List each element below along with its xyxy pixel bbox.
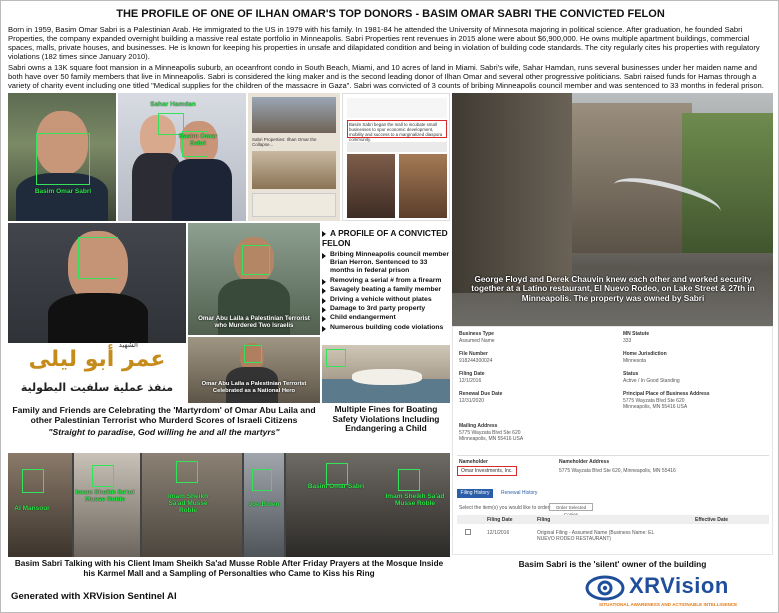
felon-item: Numerous building code violations: [322, 324, 449, 332]
building-caption: Sabri Properties: Ilhan Omar the Collapse...: [252, 137, 317, 147]
convicted-felon-list: [322, 228, 449, 343]
tab-renewal-history[interactable]: Renewal History: [501, 490, 538, 496]
felon-item: Driving a vehicle without plates: [322, 296, 449, 304]
face-tag-basim-3: Basim Omar Sabri: [307, 483, 365, 490]
terrorist-photo: [188, 223, 320, 335]
face-tag-imam: Imam Sheikh Sa'ad Musse Roble: [75, 489, 135, 503]
face-tag-joe: Joe Biden: [248, 501, 280, 508]
select-instructions: Select the item(s) you would like to order:: [459, 505, 551, 511]
home-jurisdiction-label: Home Jurisdiction: [623, 351, 667, 357]
couple-photo: [118, 93, 246, 221]
row-filing-date: 12/1/2016: [487, 530, 510, 536]
felon-item: Bribing Minneapolis council member Brian Herron. Sentenced to 33 months in federal prison: [322, 251, 449, 276]
face-tag-imam-3: Imam Sheikh Sa'ad Musse Roble: [385, 493, 445, 507]
tab-filing-history[interactable]: Filing History: [457, 489, 493, 498]
status-value: Active / In Good Standing: [623, 378, 680, 384]
file-number-value: 918244300024: [459, 358, 493, 364]
row-checkbox[interactable]: [465, 529, 471, 535]
page-title: THE PROFILE OF ONE OF ILHAN OMAR'S TOP DONORS - BASIM OMAR SABRI THE CONVICTED FELON: [116, 8, 665, 20]
face-tag-basim: Basim Omar Sabri: [34, 188, 92, 195]
business-type-label: Business Type: [459, 331, 494, 337]
nameholder-address-value: 5775 Wayzata Blvd Ste 620, Minneapolis, MN 55416: [559, 468, 676, 474]
filing-date-value: 12/1/2016: [459, 378, 482, 384]
terrorist-caption: Omar Abu Laila a Palestinian Terrorist who Murdered Two Israelis: [198, 315, 310, 329]
renewal-value: 12/31/2020: [459, 398, 485, 404]
mn-statute-label: MN Statute: [623, 331, 650, 337]
hero-photo: [188, 337, 320, 403]
logo-name: XRVision: [629, 573, 729, 598]
felon-list-heading: A PROFILE OF A CONVICTED FELON: [322, 228, 448, 248]
hero-caption: Omar Abu Laila a Palestinian Terrorist Celebrated as a National Hero: [201, 381, 307, 394]
intro-paragraph-1: Born in 1959, Basim Omar Sabri is a Palestinian Arab. He immigrated to the US in 1979 with his family. In 1981-84 he attended the University of Minnesota majoring in political science. After graduation, he founded Sabri Properties, the company expanded overnight building a massive real estate portfolio in Minneapolis. Sabri Properties rent revenues in 2015 alone were about $6,900,000. He owns multiple apartment buildings, commercial spaces, malls, private houses, and businesses. He is known for keeping his properties in unsafe and dilapidated condition and being in violation of building code standards. The city regularly cites his properties with regulatory violations (182 times since January 2010).: [8, 25, 760, 62]
martyr-poster: [8, 223, 186, 403]
logo-tagline: SITUATIONAL AWARENESS AND ACTIONABLE INTELLIGENCE: [599, 602, 738, 607]
file-number-label: File Number: [459, 351, 488, 357]
tweet-highlight: Basim Sabri began the mall to incubate small businesses to spur economic development, mobility and success to a marginalized diaspora community.: [347, 120, 447, 138]
martyr-caption: Family and Friends are Celebrating the 'Martyrdom' of Omar Abu Laila and other Palestinian Terrorist who Murderd Scores of Israeli Citizens: [12, 405, 316, 425]
eye-icon: [585, 573, 625, 603]
col-effective-date: Effective Date: [695, 517, 729, 523]
mn-statute-value: 333: [623, 338, 632, 344]
business-type-value: Assumed Name: [459, 338, 495, 344]
felon-item: Savagely beating a family member: [322, 286, 449, 294]
felon-item: Child endangerment: [322, 314, 449, 322]
col-filing: Filing: [537, 517, 551, 523]
nameholder-value: Omar Investments, Inc.: [457, 466, 517, 476]
fire-caption: George Floyd and Derek Chauvin knew each other and worked security together at a Latino restaurant, El Nuevo Rodeo, on Lake Street & 27th in Minneapolis. The property was owned by Sabri: [471, 275, 755, 303]
status-label: Status: [623, 371, 639, 377]
filing-date-label: Filing Date: [459, 371, 485, 377]
face-tag-sahar: Sahar Hamdan: [150, 101, 196, 108]
mailing-label: Mailing Address: [459, 423, 498, 429]
felon-items: [322, 251, 449, 332]
face-tag-imam-2: Imam Sheikh Sa'ad Musse Roble: [167, 493, 209, 514]
boat-photo: [322, 345, 450, 403]
mailing-value: 5775 Wayzata Blvd Ste 620 Minneapolis, MN 55416 USA: [459, 430, 524, 442]
mosque-photo-strip: [8, 453, 450, 557]
face-tag-al-mansour: Al Mansour: [14, 505, 50, 512]
xrvision-logo: [585, 571, 775, 611]
felon-item: Damage to 3rd party property: [322, 305, 449, 313]
principal-label: Principal Place of Business Address: [623, 391, 710, 397]
col-filing-date: Filing Date: [487, 517, 513, 523]
nameholder-address-label: Nameholder Address: [559, 459, 610, 465]
arabic-subtitle: منفذ عملية سلفيت البطولية: [20, 381, 174, 394]
arabic-name: عمر أبو ليلى: [28, 347, 166, 372]
felon-item: Removing a serial # from a firearm: [322, 277, 449, 285]
boat-caption: Multiple Fines for Boating Safety Violations Including Endangering a Child: [332, 404, 440, 434]
basim-portrait-photo: [8, 93, 116, 221]
building-collage: [248, 93, 340, 221]
silent-owner-caption: Basim Sabri is the 'silent' owner of the building: [518, 559, 707, 569]
generated-by-label: Generated with XRVision Sentinel AI: [11, 591, 177, 602]
fire-photo: [452, 93, 773, 326]
principal-value: 5775 Wayzata Blvd Ste 620 Minneapolis, MN 55416 USA: [623, 398, 688, 410]
home-jurisdiction-value: Minnesota: [623, 358, 647, 364]
renewal-label: Renewal Due Date: [459, 391, 503, 397]
face-tag-basim-2: Basim Omar Sabri: [178, 133, 218, 147]
business-registration-doc: [452, 326, 773, 555]
mosque-caption: Basim Sabri Talking with his Client Imam Sheikh Sa'ad Musse Roble After Friday Prayers at the Mosque Inside his Karmel Mall and a Sampling of Personalties who Came to Kiss his Ring: [14, 559, 444, 578]
order-copies-button[interactable]: Order Selected: [549, 503, 593, 511]
martyr-quote: "Straight to paradise, God willing he and all the martyrs": [48, 427, 280, 437]
intro-paragraph-2: Sabri owns a 13K square foot mansion in a Minneapolis suburb, an oceanfront condo in South Beach, Miami, and 10 acres of land in Miami. Sabri's wife, Sahar Hamdan, runs several businesses under her maiden name and both have over 50 family members that live in Minneapolis. Sabri is considered the king maker and is the second leading donor of Ilhan Omar and several other progressive politicians. Sabri raised funds for Hamas through a variety of charity event including one titled "Medical supplies for the children of the massacre in Gaza". Sabri was convicted of 3 counts of bribing Minneapolis council member and was sentenced to 33 months in federal prison.: [8, 63, 764, 91]
arabic-small: الشهيد: [118, 341, 138, 349]
tweet-collage: [342, 93, 450, 221]
row-filing-desc: Original Filing - Assumed Name (Business Name: EL NUEVO RODEO RESTAURANT): [537, 530, 655, 542]
nameholder-label: Nameholder: [459, 459, 488, 465]
